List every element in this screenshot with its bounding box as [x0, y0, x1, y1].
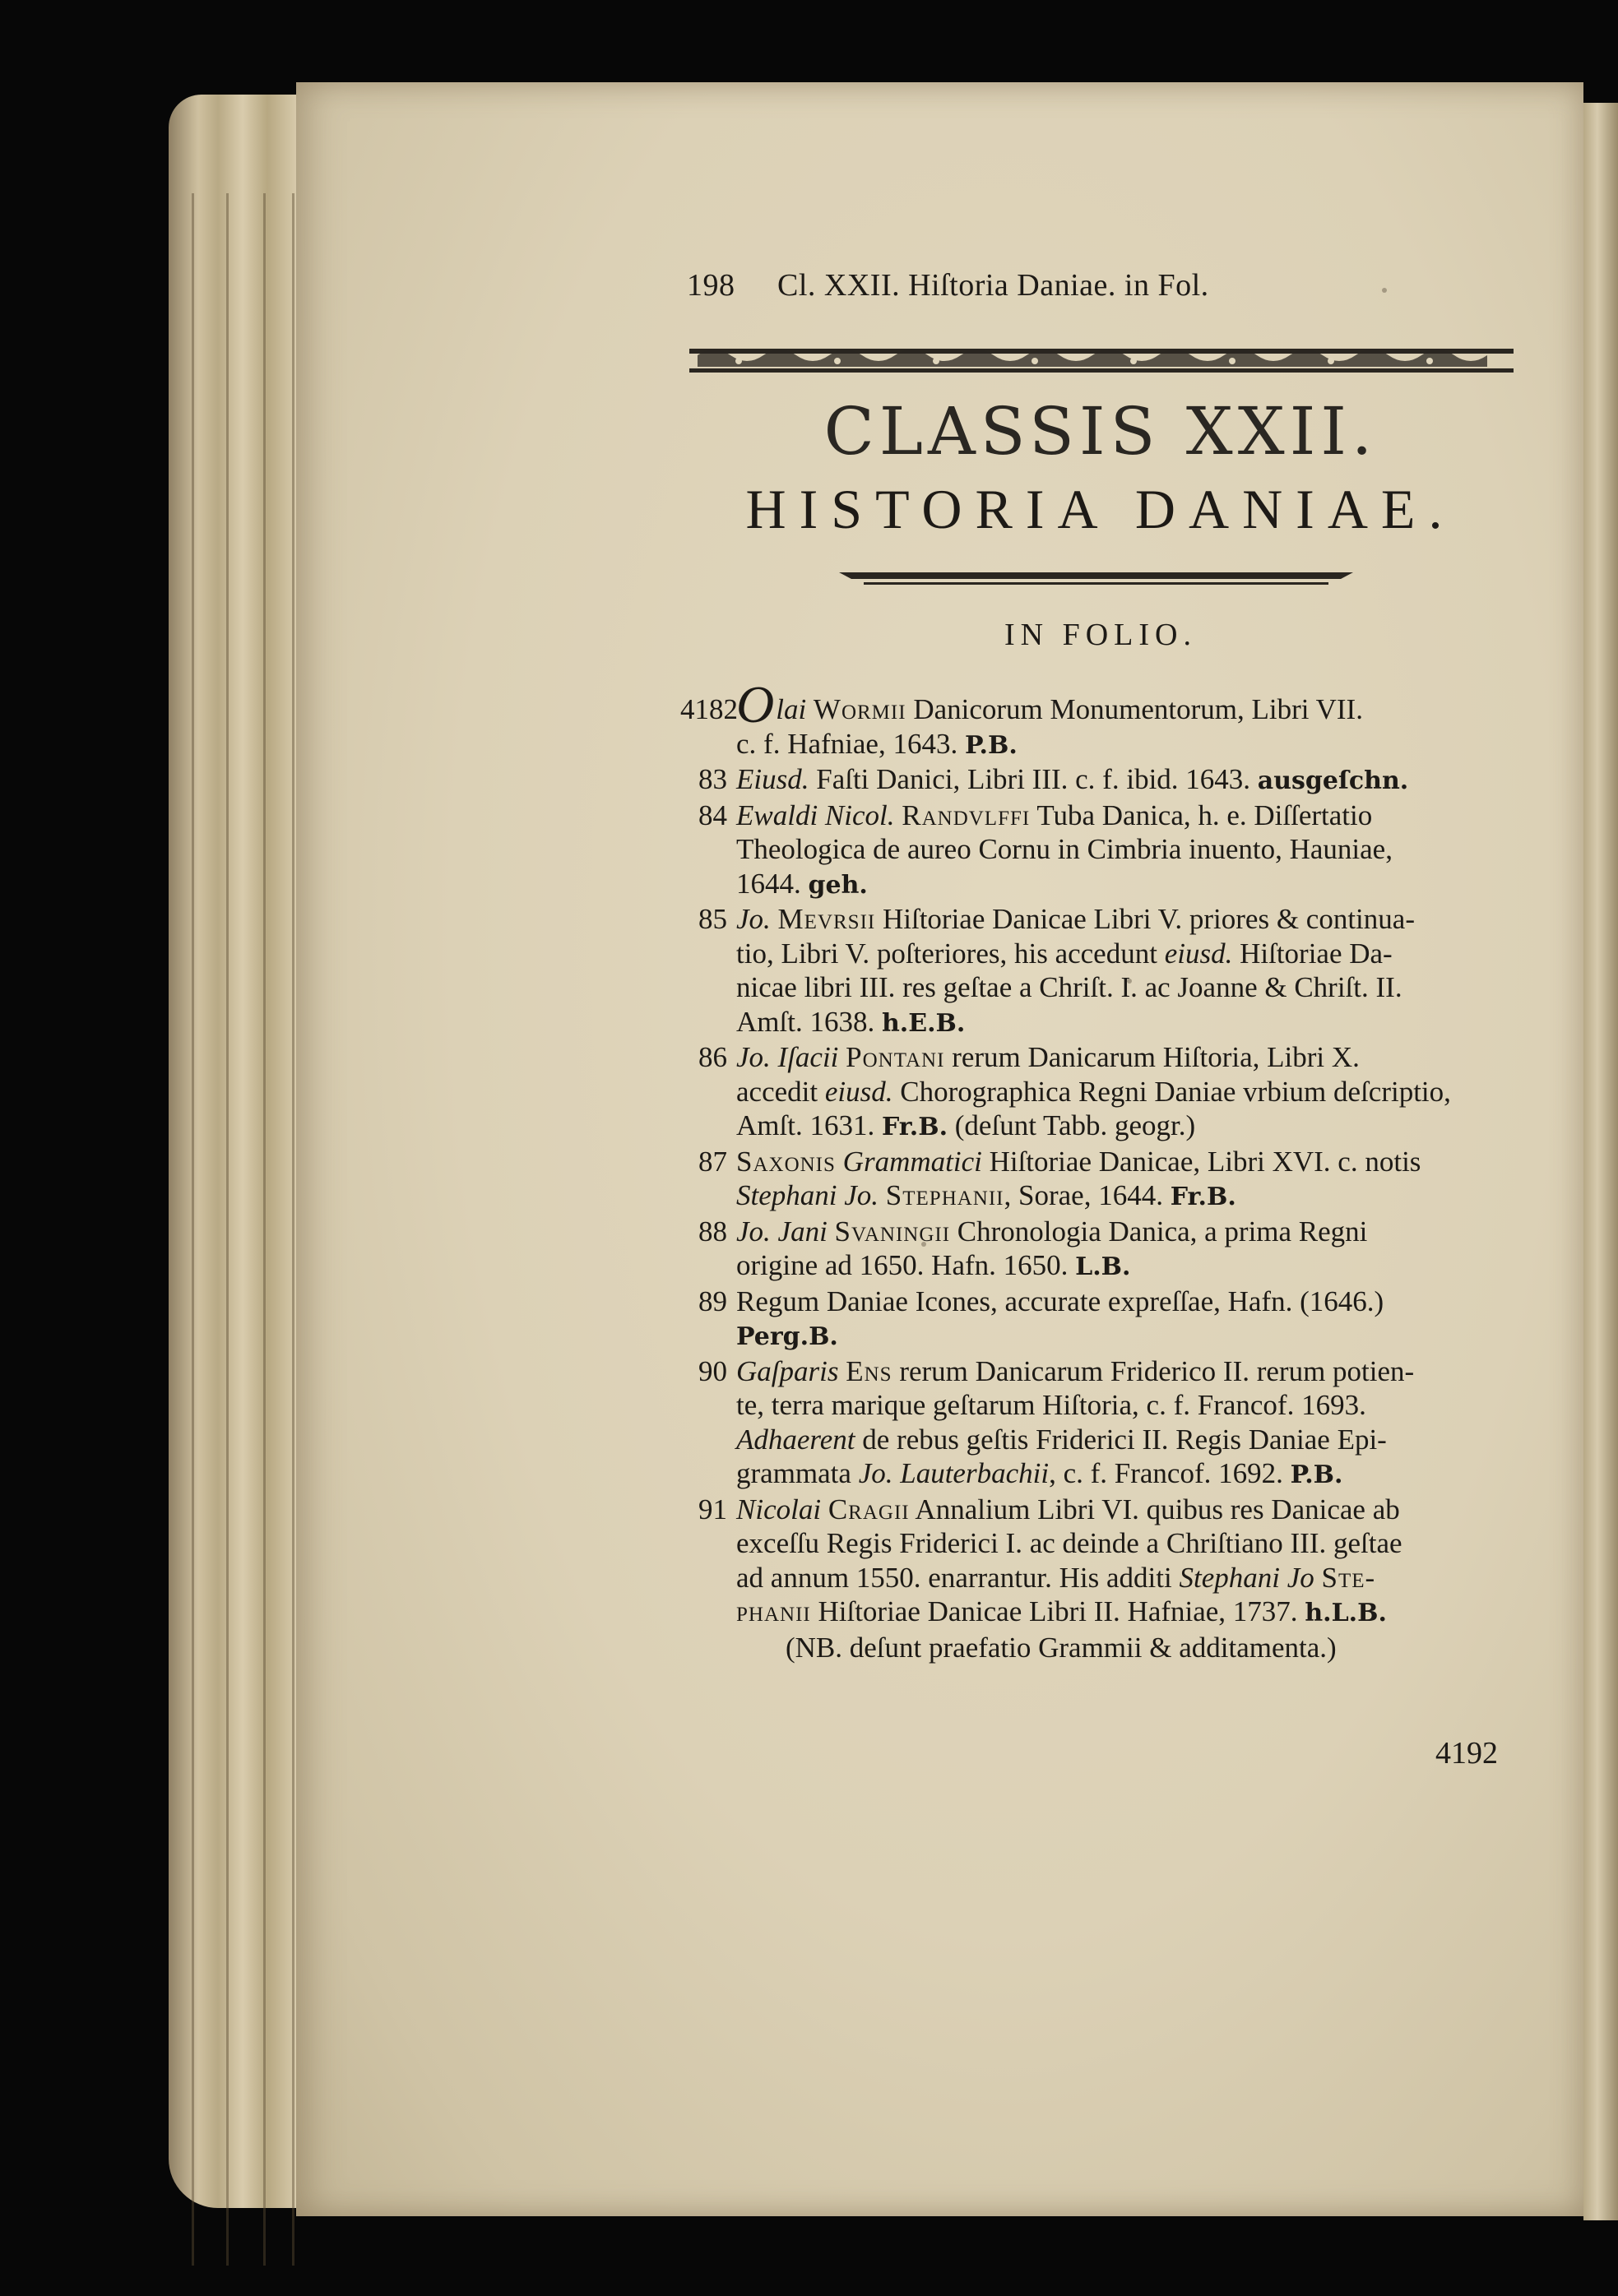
- entry-line: [736, 1423, 1518, 1457]
- catalogue-entry: [687, 1040, 1518, 1145]
- text-segment: Ens: [846, 1354, 892, 1387]
- drop-capital: O: [736, 675, 775, 734]
- text-segment: rerum Danicarum Friderico II. rerum potien-: [892, 1354, 1415, 1387]
- text-segment: Fr.B.: [881, 1113, 948, 1141]
- entry-number: 91: [698, 1493, 727, 1525]
- text-segment: Chorographica Regni Daniae vrbium deſcriptio,: [892, 1075, 1451, 1108]
- text-segment: te, terra marique geſtarum Hiſtoria, c. f. Francof. 1693.: [736, 1389, 1366, 1421]
- text-segment: h.L.B.: [1305, 1599, 1387, 1627]
- text-segment: Amſt. 1638.: [736, 1005, 882, 1038]
- entry-line: [736, 727, 1518, 763]
- text-segment: [895, 799, 902, 831]
- text-segment: Mevrsii: [777, 903, 876, 935]
- text-segment: Regum Daniae Icones, accurate expreſſae, Hafn. (1646.): [736, 1285, 1384, 1317]
- text-segment: Hiſtoriae Danicae Libri V. priores & continua-: [875, 903, 1415, 935]
- entry-number: 84: [698, 799, 727, 831]
- text-segment: Randvlffi: [902, 799, 1031, 831]
- catalogue-entry: [687, 902, 1518, 1040]
- text-segment: Chronologia Danica, a prima Regni: [950, 1215, 1368, 1248]
- text-segment: Fr.B.: [1170, 1183, 1236, 1211]
- entry-number: 86: [698, 1041, 727, 1073]
- text-segment: Hiſtoriae Danicae, Libri XVI. c. notis: [981, 1145, 1421, 1178]
- text-segment: Jo.: [736, 903, 771, 935]
- text-segment: Stephani Jo.: [736, 1179, 879, 1211]
- entry-line: [736, 832, 1518, 867]
- text-segment: Wormii: [813, 693, 906, 725]
- entry-line: [736, 1248, 1518, 1285]
- entry-line: [736, 1388, 1518, 1423]
- entry-number: 83: [698, 763, 727, 795]
- text-segment: lai: [776, 693, 807, 725]
- text-segment: [838, 1041, 846, 1073]
- catalogue-entry: [687, 1215, 1518, 1285]
- leaf-edge-line: [226, 193, 229, 2266]
- text-segment: 1644.: [736, 867, 809, 900]
- entry-line: [736, 1145, 1518, 1179]
- entry-number: 89: [698, 1285, 727, 1317]
- text-segment: (deſunt Tabb. geogr.): [948, 1109, 1196, 1141]
- text-segment: [828, 1215, 835, 1248]
- text-segment: Annalium Libri VI. quibus res Danicae ab: [909, 1493, 1400, 1525]
- entry-line: [736, 1526, 1518, 1561]
- entry-number: 85: [698, 903, 727, 935]
- entry-number: 90: [698, 1354, 727, 1387]
- catalogue-entry: [687, 762, 1518, 799]
- text-segment: Stephanii: [885, 1179, 1004, 1211]
- text-segment: Danicorum Monumentorum, Libri VII.: [906, 693, 1363, 725]
- text-segment: Perg.B.: [736, 1322, 838, 1351]
- text-segment: accedit: [736, 1075, 825, 1108]
- text-segment: Adhaerent: [736, 1423, 855, 1456]
- text-segment: rerum Danicarum Hiſtoria, Libri X.: [944, 1041, 1360, 1073]
- ornamental-border: [689, 339, 1514, 383]
- text-segment: phanii: [736, 1595, 811, 1627]
- entry-line: [736, 799, 1518, 833]
- entry-line: [736, 1318, 1518, 1354]
- text-segment: [806, 693, 814, 725]
- text-segment: de rebus geſtis Friderici II. Regis Daniae Epi-: [855, 1423, 1387, 1456]
- entry-line: [736, 1561, 1518, 1595]
- entry-number: 87: [698, 1145, 727, 1178]
- text-segment: Faſti Danici, Libri III. c. f. ibid. 1643.: [809, 763, 1258, 795]
- text-segment: Theologica de aureo Cornu in Cimbria inuento, Hauniae,: [736, 833, 1393, 865]
- catchword: 4192: [1435, 1736, 1498, 1771]
- text-segment: P.B.: [1290, 1460, 1343, 1489]
- subject-title: HISTORIA DANIAE.: [745, 478, 1456, 540]
- text-segment: Hiſtoriae Da-: [1232, 937, 1393, 970]
- entry-line: [736, 902, 1518, 937]
- text-segment: ad annum 1550. enarrantur. His additi: [736, 1561, 1180, 1594]
- text-segment: [771, 903, 778, 935]
- entry-line: [736, 1040, 1518, 1075]
- entry-line: [736, 1493, 1518, 1527]
- catalogue-entry: [680, 675, 1518, 762]
- text-segment: Nicolai: [736, 1493, 822, 1525]
- text-segment: , c. f. Francof. 1692.: [1049, 1457, 1291, 1489]
- entry-line: [736, 762, 1518, 799]
- entry-line: [736, 1354, 1518, 1389]
- text-segment: Gaſparis: [736, 1354, 839, 1387]
- facing-page-edge: [1583, 103, 1618, 2220]
- text-segment: [838, 1355, 846, 1387]
- text-segment: L.B.: [1075, 1252, 1131, 1281]
- leaf-edge-line: [263, 193, 266, 2266]
- text-segment: Grammatici: [842, 1145, 982, 1178]
- entry-line: [736, 675, 1518, 734]
- page-number: 198: [687, 268, 735, 303]
- class-title: CLASSIS XXII.: [823, 393, 1378, 470]
- text-segment: origine ad 1650. Hafn. 1650.: [736, 1249, 1076, 1281]
- text-segment: ausgeſchn.: [1257, 766, 1409, 795]
- text-segment: exceſſu Regis Friderici I. ac deinde a Chriſtiano III. geſtae: [736, 1527, 1402, 1559]
- text-segment: Jo. Lauterbachii: [858, 1457, 1050, 1489]
- entry-number: 4182: [680, 693, 738, 725]
- catalogue-entry: [687, 1145, 1518, 1215]
- text-segment: Cragii: [828, 1493, 910, 1525]
- text-segment: h.E.B.: [881, 1008, 966, 1038]
- text-segment: Jo. Jani: [736, 1215, 828, 1248]
- text-segment: [836, 1146, 843, 1178]
- catalogue-entry: [687, 1285, 1518, 1354]
- text-segment: Svaningii: [834, 1215, 951, 1248]
- catalogue-entry: [687, 1354, 1518, 1493]
- text-segment: geh.: [808, 870, 868, 900]
- leaf-edge-line: [192, 193, 194, 2266]
- text-segment: P.B.: [964, 730, 1018, 760]
- text-segment: Hiſtoriae Danicae Libri II. Hafniae, 1737.: [810, 1595, 1305, 1627]
- format-heading: IN FOLIO.: [1004, 618, 1197, 652]
- entry-line: [736, 970, 1518, 1005]
- catalogue-entries: [680, 675, 1518, 1664]
- text-segment: grammata: [736, 1457, 859, 1489]
- text-segment: eiusd.: [1164, 937, 1233, 970]
- entry-line: [736, 1178, 1518, 1215]
- entry-number: 88: [698, 1215, 727, 1248]
- text-segment: Eiusd.: [736, 763, 809, 795]
- text-segment: tio, Libri V. poſteriores, his accedunt: [736, 937, 1165, 970]
- text-segment: c. f. Hafniae, 1643.: [736, 727, 965, 760]
- text-segment: Ste-: [1321, 1561, 1376, 1594]
- entry-line: [736, 1005, 1518, 1041]
- entry-line: [736, 1215, 1518, 1249]
- text-segment: nicae libri III. res geſtae a Chriſt. I. ac Joanne & Chriſt. II.: [736, 971, 1402, 1003]
- catalogue-entry: [687, 1493, 1518, 1631]
- entry-line: [736, 937, 1518, 971]
- entry-line: [736, 1456, 1518, 1493]
- leaf-edge-line: [292, 193, 294, 2266]
- entry-line: [736, 867, 1518, 903]
- entry-line: [736, 1109, 1518, 1145]
- text-segment: [879, 1179, 886, 1211]
- entry-line: [736, 1285, 1518, 1319]
- text-segment: Tuba Danica, h. e. Diſſertatio: [1030, 799, 1373, 831]
- text-segment: Amſt. 1631.: [736, 1109, 882, 1141]
- text-segment: Pontani: [846, 1041, 945, 1073]
- title-rule: [839, 567, 1353, 589]
- text-segment: [1314, 1562, 1322, 1594]
- text-segment: Jo. Iſacii: [736, 1041, 839, 1073]
- text-segment: Saxonis: [736, 1145, 836, 1178]
- footnote: (NB. deſunt praefatio Grammii & additamenta.): [786, 1631, 1337, 1664]
- catalogue-entry: [687, 799, 1518, 903]
- text-segment: Ewaldi Nicol.: [736, 799, 895, 831]
- text-segment: Stephani Jo: [1179, 1561, 1314, 1594]
- running-header: [687, 267, 1509, 303]
- text-segment: , Sorae, 1644.: [1004, 1179, 1171, 1211]
- entry-line: [736, 1595, 1518, 1631]
- text-segment: eiusd.: [824, 1075, 893, 1108]
- entry-line: [736, 1075, 1518, 1109]
- text-segment: [821, 1493, 828, 1525]
- running-title: Cl. XXII. Hiſtoria Daniae. in Fol.: [777, 268, 1209, 303]
